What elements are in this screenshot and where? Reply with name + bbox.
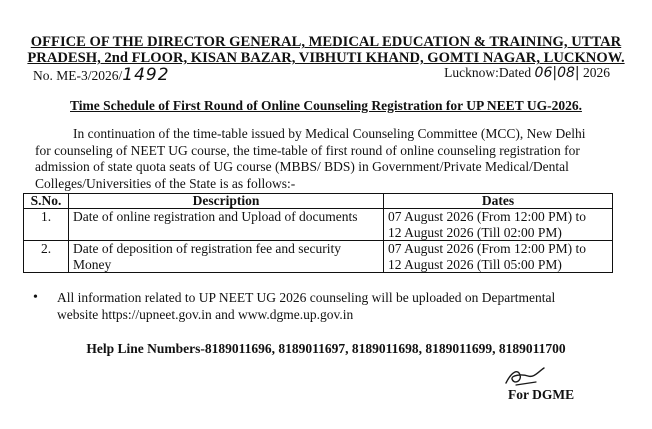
row-dates (384, 241, 613, 273)
header-dates: Dates (384, 194, 613, 209)
intro-paragraph (35, 126, 619, 192)
bullet-icon: • (33, 290, 38, 305)
paragraph-line: admission of state quota seats of UG course (MBBS/ BDS) in Government/Private Medical/Dental (35, 159, 569, 174)
row-sno: 1. (24, 209, 69, 241)
schedule-table (23, 193, 613, 273)
description-line: Money (73, 256, 112, 272)
table-row (24, 209, 613, 241)
table-row (24, 241, 613, 273)
date-line: 07 August 2026 (From 12:00 PM) to (388, 209, 587, 224)
date-day: 06 (534, 65, 553, 81)
notice-line: All information related to UP NEET UG 2026 counseling will be uploaded on Departmental (57, 290, 556, 305)
letter-number (33, 65, 170, 85)
helpline-numbers: Help Line Numbers-8189011696, 8189011697, 8189011698, 8189011699, 8189011700 (86, 341, 566, 356)
date-line: 12 August 2026 (Till 05:00 PM) (388, 256, 562, 272)
row-description (69, 241, 384, 273)
date-year: 2026 (583, 65, 610, 80)
date-month: 08 (557, 65, 575, 81)
website-notice (33, 290, 618, 323)
date-line: 12 August 2026 (Till 02:00 PM) (388, 224, 562, 240)
letter-date: Lucknow:Dated 06|08| 2026 (444, 65, 610, 81)
row-dates (384, 209, 613, 241)
signed-for-label: For DGME (508, 387, 575, 402)
paragraph-line: Colleges/Universities of the State is as follows:- (35, 175, 296, 191)
paragraph-line: In continuation of the time-table issued by Medical Counseling Committee (MCC), New Delhi (73, 126, 586, 141)
header-sno: S.No. (24, 194, 69, 209)
subject-line: Time Schedule of First Round of Online Counseling Registration for UP NEET UG-2026. (70, 98, 582, 113)
office-header-line-1: OFFICE OF THE DIRECTOR GENERAL, MEDICAL EDUCATION & TRAINING, UTTAR (30, 34, 622, 50)
notice-line: website https://upneet.gov.in and www.dgme.up.gov.in (57, 306, 354, 322)
table-header-row (24, 194, 613, 209)
letter-number-prefix: No. ME-3/2026/ (33, 68, 123, 83)
date-line: 07 August 2026 (From 12:00 PM) to (388, 241, 587, 256)
office-header-line-2: PRADESH, 2nd FLOOR, KISAN BAZAR, VIBHUTI KHAND, GOMTI NAGAR, LUCKNOW. (27, 50, 625, 66)
row-sno: 2. (24, 241, 69, 273)
handwritten-letter-number: 1492 (122, 65, 170, 85)
date-prefix: Lucknow:Dated (444, 65, 532, 80)
header-description: Description (69, 194, 384, 209)
paragraph-line: for counseling of NEET UG course, the time-table of first round of online counseling registration for (35, 142, 580, 158)
description-line: Date of deposition of registration fee and security (73, 241, 342, 256)
row-description: Date of online registration and Upload of documents (69, 209, 384, 241)
